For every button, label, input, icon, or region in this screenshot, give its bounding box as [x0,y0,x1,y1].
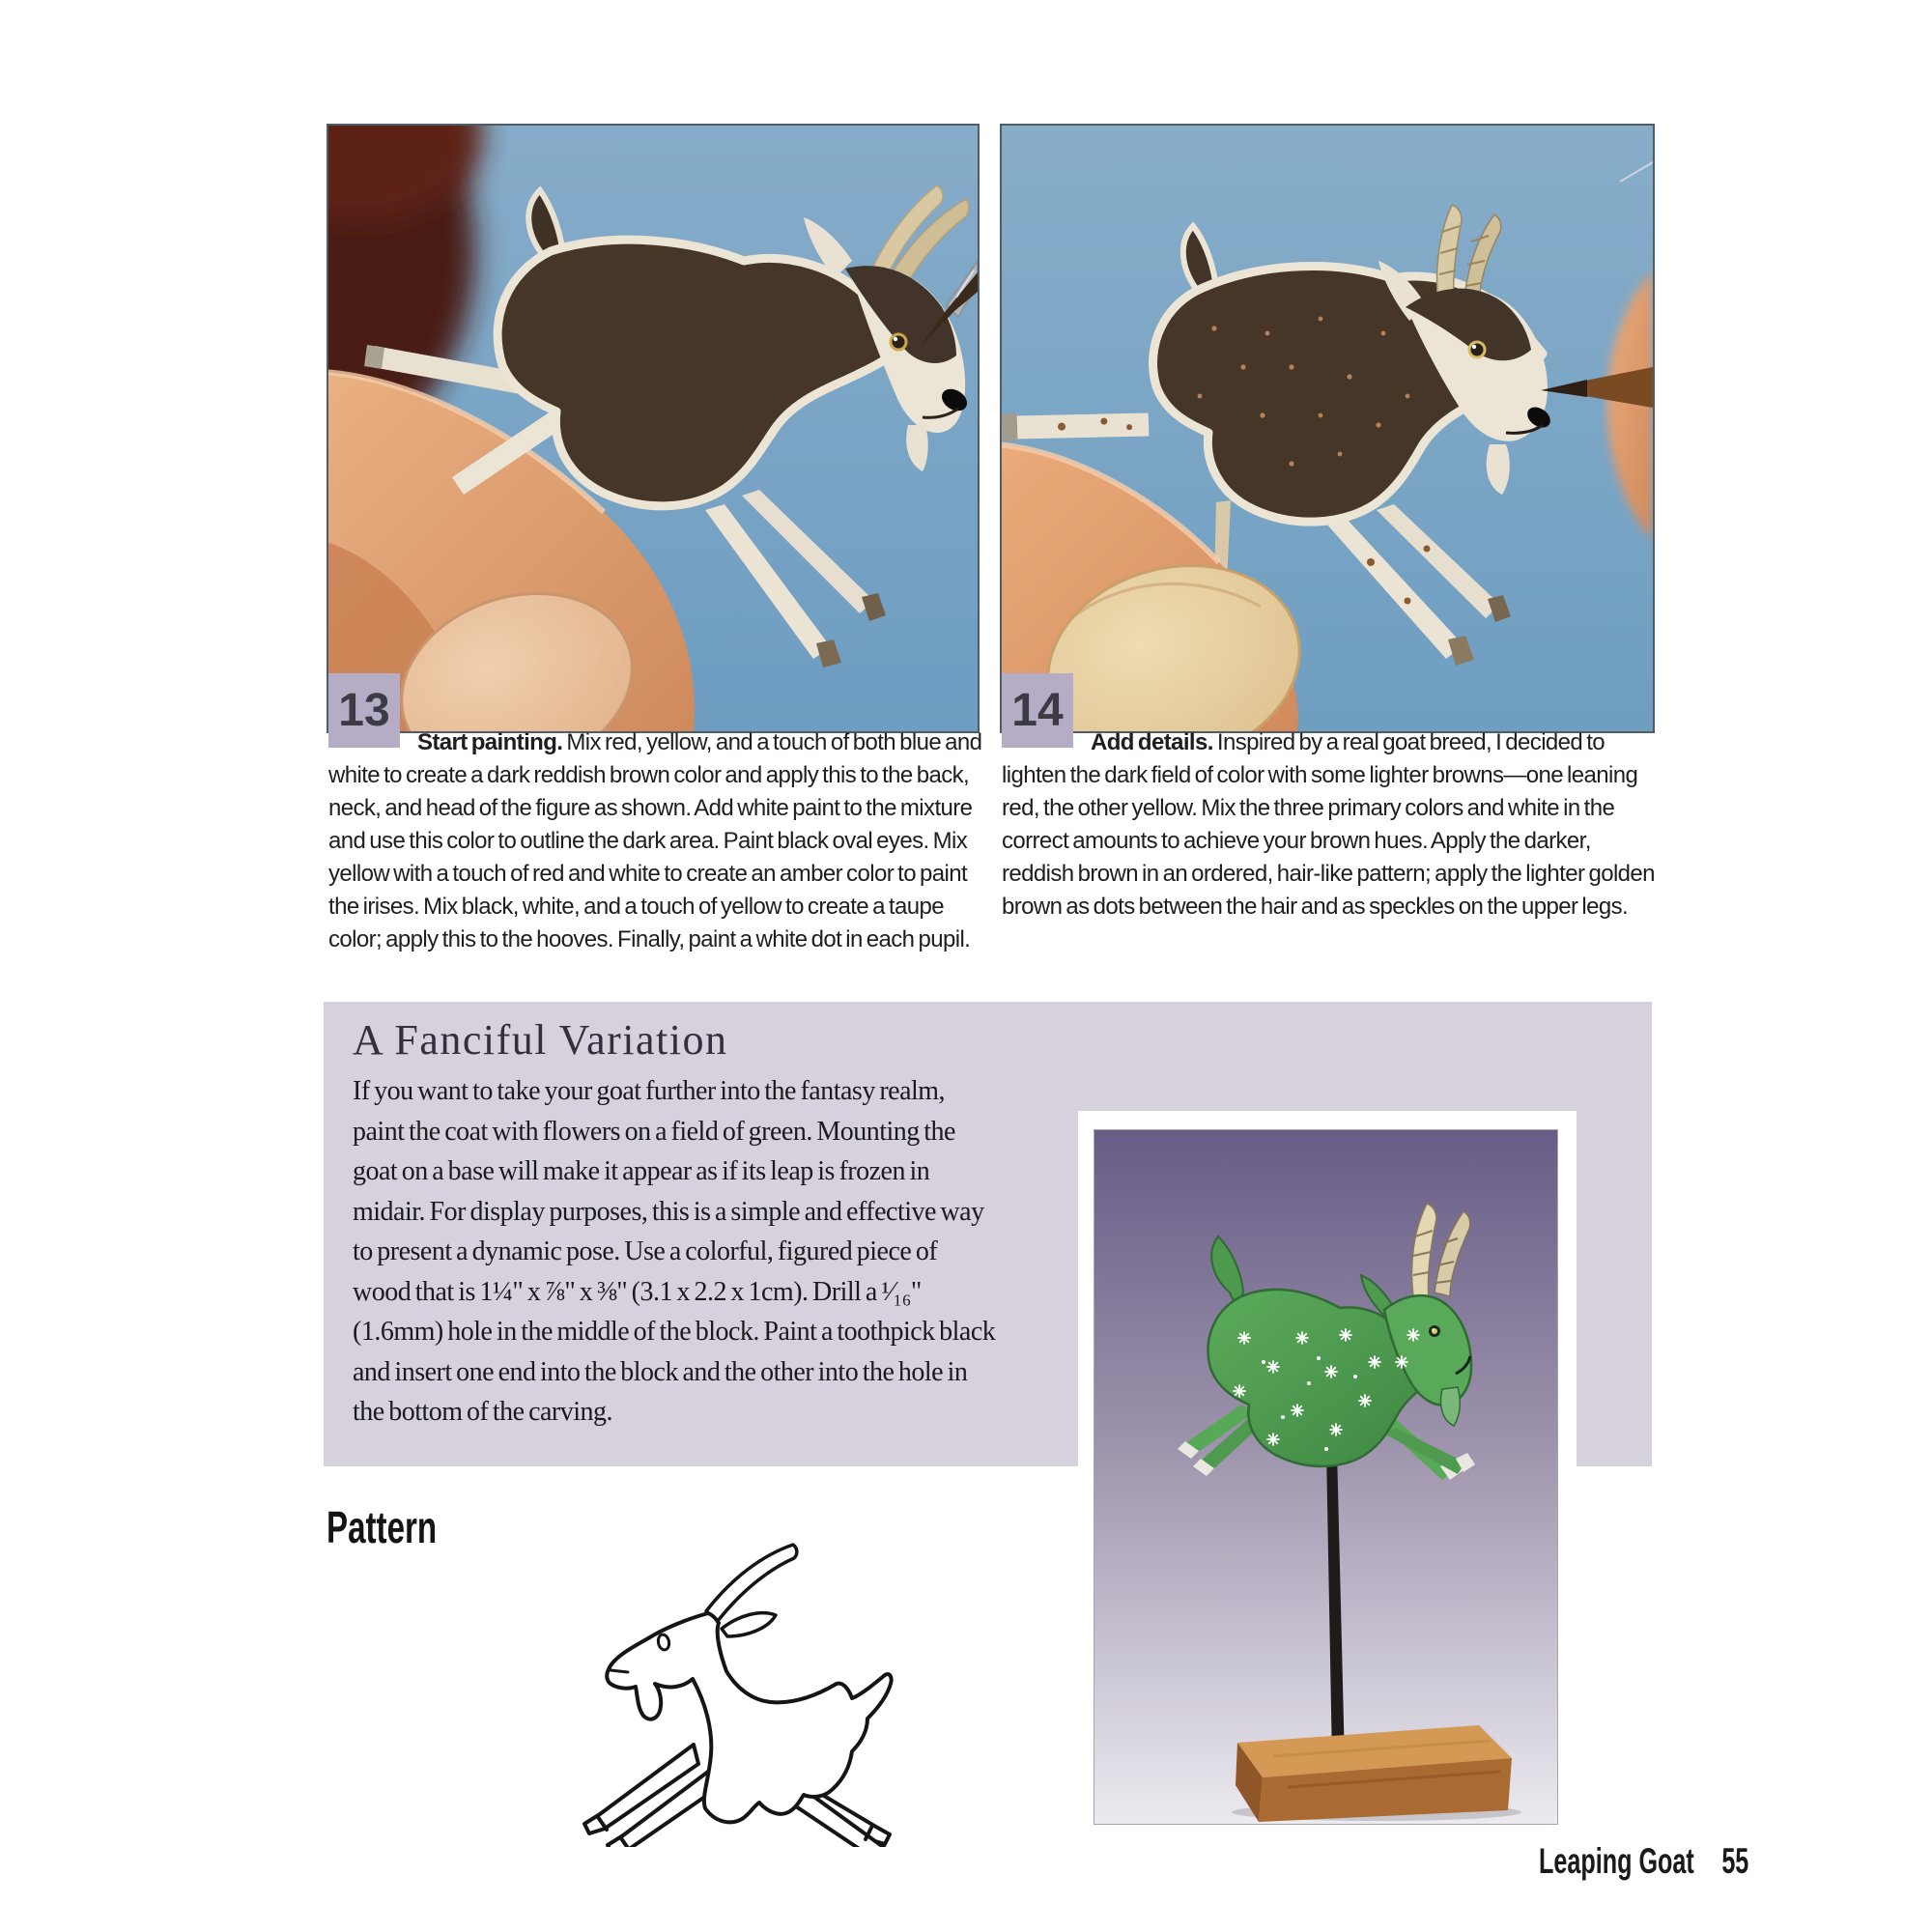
pattern-drawing [563,1542,895,1847]
green-goat-illustration [1094,1130,1557,1824]
step-13-caption [328,726,983,956]
studio-background [1094,1130,1557,1824]
footer-chapter-title: Leaping Goat [1539,1841,1694,1881]
goat-eye [1469,342,1485,357]
leaping-goat-pattern [563,1542,895,1847]
variation-photo-mat [1078,1111,1577,1841]
step-14-lead: Add details. [1091,729,1213,755]
variation-photo [1094,1130,1557,1824]
goat-eye [891,334,906,350]
step-14-photo [1000,124,1655,733]
step-13-lead: Start painting. [417,729,563,755]
variation-box-body: If you want to take your goat further into the fantasy realm, paint the coat with flowers on a field of green. Mounting the goat on a base will make it appear as if its leap is frozen in midair. For display purposes, this is a simple and effective way to present a dynamic pose. Use a colorful, figured piece of wood that is 1¼" x ⅞" x ⅜" (3.1 x 2.2 x 1cm). Drill a ¹⁄₁₆" (1.6mm) hole in the middle of the block. Paint a toothpick black and insert one end into the block and the other into the hole in the bottom of the carving. [353,1076,996,1427]
step-14-caption [1002,726,1657,923]
step-13-number: 13 [338,685,390,736]
page-footer [1539,1841,1748,1882]
variation-box-title: A Fanciful Variation [353,1016,728,1064]
footer-page-number: 55 [1721,1841,1749,1881]
step-13-body: Mix red, yellow, and a touch of both blue and white to create a dark reddish brown color and apply this to the back, neck, and head of the figure as shown. Add white paint to the mixture and use this color to outline the dark area. Paint black oval eyes. Mix yellow with a touch of red and white to create an amber color to paint the irises. Mix black, white, and a touch of yellow to create a taupe color; apply this to the hooves. Finally, paint a white dot in each pupil. [328,729,982,952]
step-14-photo-illustration [1002,126,1653,731]
step-13-number-badge [328,673,400,748]
step-14-number-badge [1002,673,1073,748]
step-13-photo-illustration [328,126,978,731]
step-13-photo [327,124,980,733]
step-14-body: Inspired by a real goat breed, I decided to lighten the dark field of color with some lighter browns—one leaning red, the other yellow. Mix the three primary colors and white in the correct amounts to achieve your brown hues. Apply the darker, reddish brown in an ordered, hair-like pattern; apply the lighter golden brown as dots between the hair and as speckles on the upper legs. [1002,729,1655,920]
pattern-heading: Pattern [327,1502,438,1552]
step-14-number: 14 [1011,685,1064,736]
